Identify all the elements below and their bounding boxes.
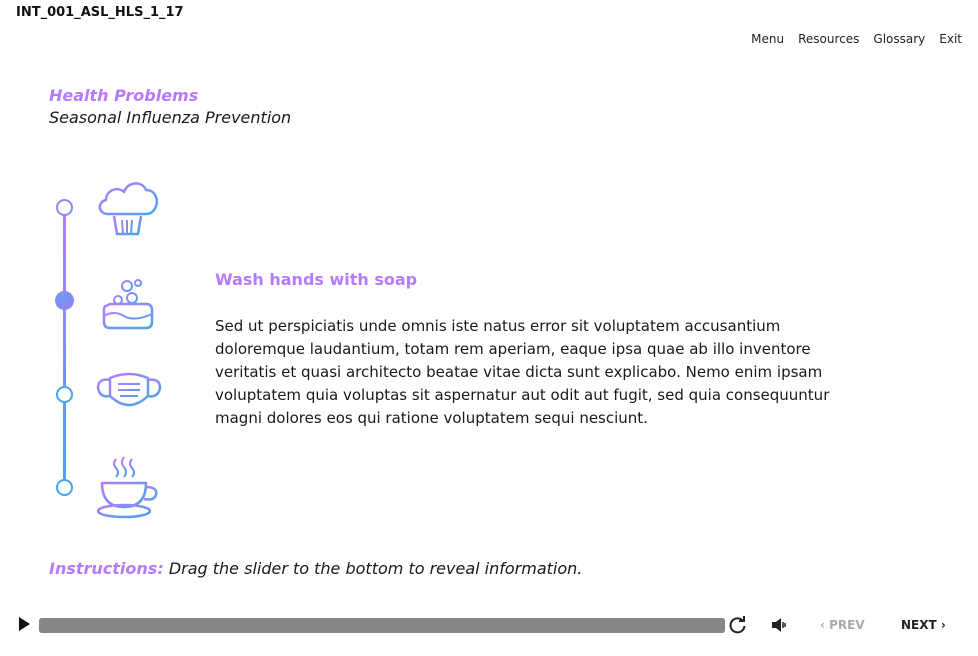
soap-icon (100, 278, 156, 334)
slider-track[interactable] (63, 207, 66, 487)
course-id: INT_001_ASL_HLS_1_17 (16, 5, 184, 20)
nav-resources[interactable]: Resources (798, 32, 860, 46)
play-button[interactable] (19, 617, 30, 631)
next-label: NEXT (901, 618, 937, 632)
instructions-text: Drag the slider to the bottom to reveal information. (168, 559, 583, 578)
slider-stop-3[interactable] (56, 386, 73, 403)
next-button[interactable] (901, 618, 946, 632)
slider-handle[interactable] (55, 291, 74, 310)
cup-icon (94, 455, 160, 521)
page-subtitle: Seasonal Influenza Prevention (49, 108, 292, 127)
instructions-label: Instructions: (49, 559, 164, 578)
nav-exit[interactable]: Exit (939, 32, 962, 46)
nav-menu[interactable]: Menu (751, 32, 785, 46)
top-navigation (751, 32, 962, 46)
slider-stop-4[interactable] (56, 479, 73, 496)
mask-icon (96, 370, 162, 414)
replay-icon[interactable] (729, 616, 747, 634)
nav-glossary[interactable]: Glossary (873, 32, 926, 46)
progress-bar[interactable] (39, 618, 725, 633)
prev-label: PREV (829, 618, 865, 632)
progress-fill (39, 618, 725, 633)
volume-icon[interactable] (770, 616, 788, 634)
instructions (49, 559, 582, 578)
prev-button[interactable] (820, 618, 865, 632)
cloud-icon (94, 176, 160, 238)
chevron-left-icon: ‹ (820, 618, 825, 632)
info-title: Wash hands with soap (215, 270, 418, 289)
section-title: Health Problems (49, 86, 199, 105)
info-body: Sed ut perspiciatis unde omnis iste natus error sit voluptatem accusantium doloremque laudantium, totam rem aperiam, eaque ipsa quae ab illo inventore veritatis et quasi architecto beatae vitae dicta sunt explicabo. Nemo enim ipsam voluptatem quia voluptas sit aspernatur aut odit aut fugit, sed quia consequuntur magni dolores eos qui ratione voluptatem sequi nesciunt. (215, 317, 830, 427)
chevron-right-icon: › (940, 618, 946, 632)
slider-stop-1[interactable] (56, 199, 73, 216)
